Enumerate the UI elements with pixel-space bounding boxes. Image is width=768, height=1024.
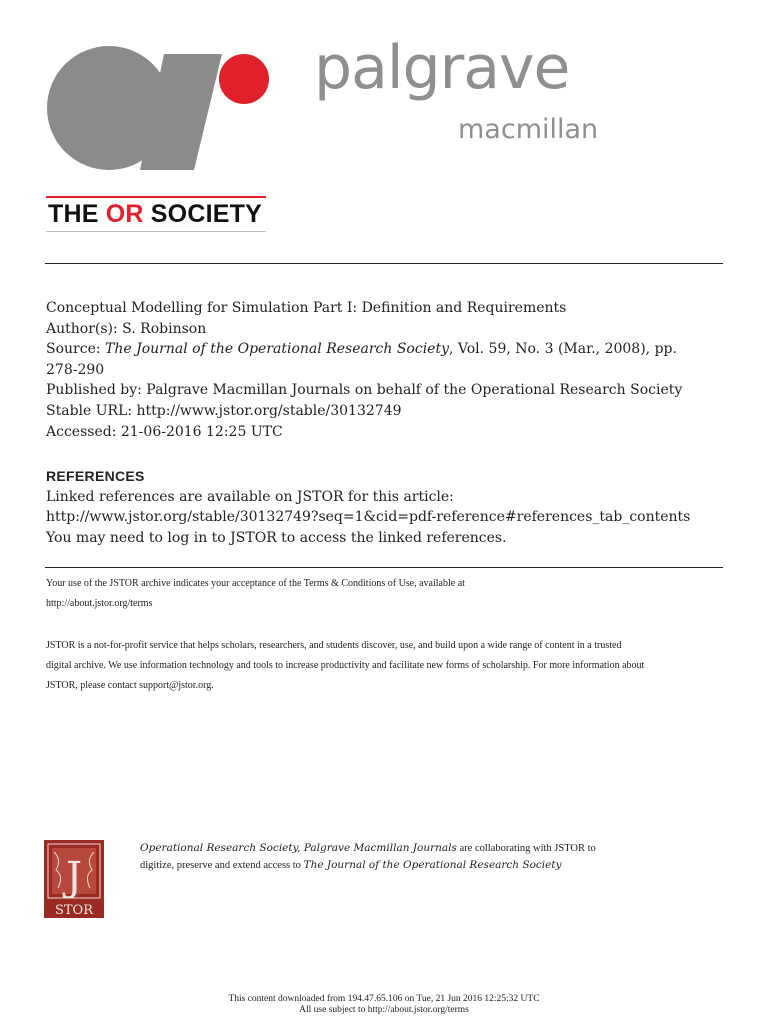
svg-text:J: J bbox=[65, 854, 83, 900]
article-title: Conceptual Modelling for Simulation Part I: Definition and Requirements bbox=[46, 300, 567, 316]
references-divider bbox=[45, 567, 723, 568]
collaboration-statement: Operational Research Society, Palgrave Macmillan Journals are collaborating with JSTOR to digitize, preserve and extend access to The Journal of the Operational Research Society bbox=[140, 842, 596, 871]
or-logo-rule bbox=[46, 196, 266, 198]
article-source: Source: The Journal of the Operational Research Society, Vol. 59, No. 3 (Mar., 2008), pp. bbox=[46, 341, 677, 358]
article-metadata bbox=[46, 298, 726, 442]
about-jstor bbox=[46, 636, 736, 696]
about-line-1: JSTOR is a not-for-profit service that helps scholars, researchers, and students discover, use, and build upon a wide range of content in a trusted bbox=[46, 640, 622, 651]
svg-text:STOR: STOR bbox=[54, 903, 94, 918]
article-pages: 278-290 bbox=[46, 361, 105, 378]
article-accessed: Accessed: 21-06-2016 12:25 UTC bbox=[46, 423, 283, 440]
header-divider bbox=[45, 263, 723, 264]
article-publisher: Published by: Palgrave Macmillan Journals on behalf of the Operational Research Society bbox=[46, 382, 683, 399]
references-link[interactable]: http://www.jstor.org/stable/30132749?seq=1&cid=pdf-reference#references_tab_contents bbox=[46, 509, 691, 526]
collab-journal: The Journal of the Operational Research Society bbox=[303, 859, 562, 871]
footer-download-info: This content downloaded from 194.47.65.106 on Tue, 21 Jun 2016 12:25:32 UTC bbox=[228, 994, 540, 1004]
source-journal: The Journal of the Operational Research Society bbox=[105, 341, 449, 358]
palgrave-wordmark: palgrave bbox=[314, 33, 570, 103]
or-society-wordmark: THE OR SOCIETY bbox=[48, 200, 262, 228]
macmillan-wordmark: macmillan bbox=[458, 114, 599, 145]
or-logo-underline bbox=[46, 231, 266, 232]
article-stable-url[interactable]: Stable URL: http://www.jstor.org/stable/30132749 bbox=[46, 402, 402, 419]
jstor-logo bbox=[44, 840, 104, 918]
about-line-3: JSTOR, please contact support@jstor.org. bbox=[46, 680, 214, 691]
terms-text: Your use of the JSTOR archive indicates your acceptance of the Terms & Conditions of Use, available at bbox=[46, 578, 465, 589]
collab-partners: Operational Research Society, Palgrave Macmillan Journals bbox=[140, 842, 457, 854]
references-intro: Linked references are available on JSTOR for this article: bbox=[46, 488, 454, 505]
references-login-note: You may need to log in to JSTOR to access the linked references. bbox=[46, 529, 507, 546]
download-footer bbox=[0, 994, 768, 1016]
about-line-2: digital archive. We use information technology and tools to increase productivity and facilitate new forms of scholarship. For more information about bbox=[46, 660, 645, 671]
terms-notice bbox=[46, 574, 736, 614]
footer-terms[interactable]: All use subject to http://about.jstor.org/terms bbox=[299, 1005, 469, 1015]
article-authors: Author(s): S. Robinson bbox=[46, 320, 207, 337]
terms-link[interactable]: http://about.jstor.org/terms bbox=[46, 598, 153, 609]
references-section bbox=[46, 466, 736, 548]
references-heading: REFERENCES bbox=[46, 468, 145, 484]
